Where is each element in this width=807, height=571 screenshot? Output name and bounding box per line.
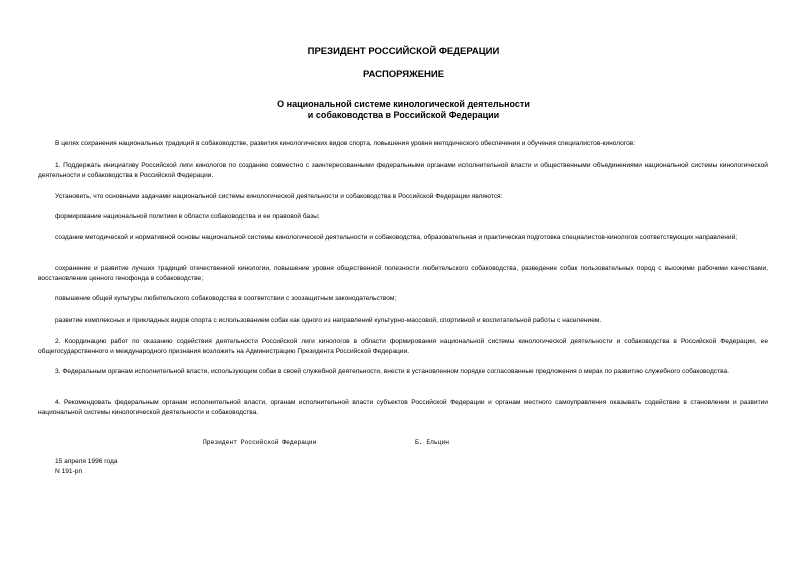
tasks-intro-paragraph: Установить, что основными задачами национальной системы кинологической деятельности и собаководства в Российской Федерации являются: (55, 193, 503, 200)
document-number: N 191-рп (55, 467, 83, 475)
clause-3-paragraph: 3. Федеральным органам исполнительной власти, использующим собак в своей служебной деятельности, внести в установленном порядке согласованные предложения о мерах по развитию служебного собаководства. (55, 368, 730, 375)
document-title (0, 99, 807, 120)
task-item-paragraph: формирование национальной политики в области собаководства и ее правовой базы; (55, 213, 320, 220)
task-item-paragraph: развитие комплексных и прикладных видов спорта с использованием собак как одного из направлений культурно-массовой, спортивной и воспитательной работы с населением. (55, 317, 602, 324)
signatory-name: Б. Ельцин (415, 439, 450, 446)
document-details (55, 457, 118, 477)
task-item-paragraph: повышение общей культуры любительского собаководства в соответствии с зоозащитным законодательством; (55, 295, 397, 302)
signatory-position: Президент Российской Федерации (203, 439, 317, 446)
title-line-2: и собаководства в Российской Федерации (307, 109, 500, 120)
task-item-paragraph: сохранение и развитие лучших традиций отечественной кинологии, повышение уровня общественной полезности любительского собаководства, разведение собак пользовательных пород с высокими рабочими качествами, восстановление ценного генофонда в собаководстве; (38, 265, 768, 282)
document-date: 15 апреля 1996 года (55, 458, 118, 465)
issuer-heading: ПРЕЗИДЕНТ РОССИЙСКОЙ ФЕДЕРАЦИИ (307, 46, 500, 57)
preamble-paragraph: В целях сохранения национальных традиций в собаководстве, развития кинологических видов спорта, повышения уровня методического обеспечения и обучения специалистов-кинологов: (55, 140, 636, 147)
clause-1-paragraph: 1. Поддержать инициативу Российской лиги кинологов по созданию совместно с заинтересованными федеральными органами исполнительной власти и общественными объединениями национальной системы кинологической деятельности и собаководства в Российской Федерации. (38, 162, 768, 179)
clause-4-paragraph: 4. Рекомендовать федеральным органам исполнительной власти, органам исполнительной власти субъектов Российской Федерации и органам местного самоуправления оказывать содействие в становлении и развитии национальной системы кинологической деятельности и собаководства. (38, 399, 768, 416)
title-line-1: О национальной системе кинологической деятельности (277, 99, 530, 109)
task-item-paragraph: создание методической и нормативной основы национальной системы кинологической деятельности и собаководства, образовательная и практическая подготовка специалистов-кинологов соответствующих направлений; (55, 234, 738, 241)
signature-line (203, 438, 450, 447)
document-type-heading: РАСПОРЯЖЕНИЕ (362, 69, 445, 80)
clause-2-paragraph: 2. Координацию работ по оказанию содействия деятельности Российской лиги кинологов в области формирования национальной системы кинологической деятельности и собаководства в Российской Федерации, ее общегосударственного и международного признания возложить на Администрацию Президента Российской Федерации. (38, 338, 768, 355)
